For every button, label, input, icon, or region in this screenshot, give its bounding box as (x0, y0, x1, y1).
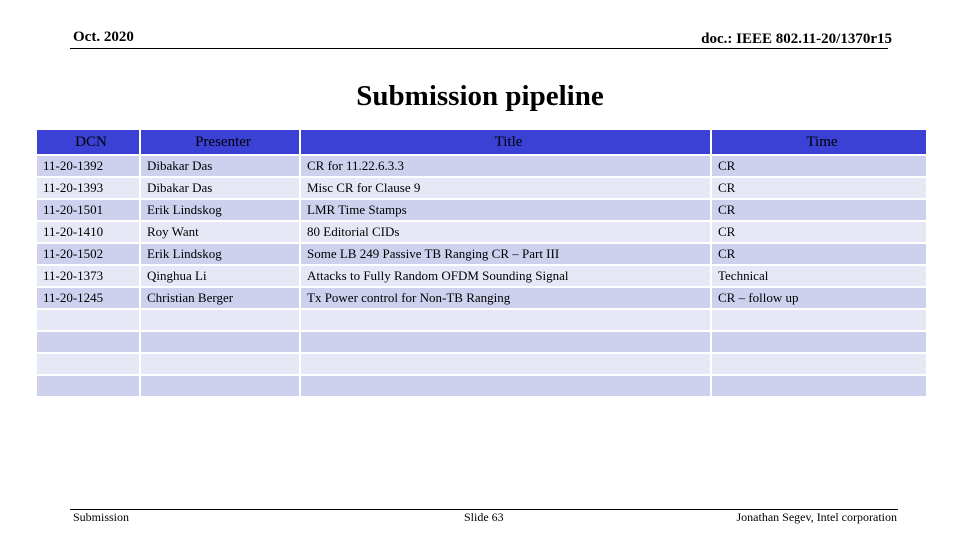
column-header-presenter: Presenter (140, 129, 300, 155)
cell-dcn: 11-20-1245 (36, 287, 140, 309)
cell-presenter (140, 331, 300, 353)
cell-dcn: 11-20-1501 (36, 199, 140, 221)
footer-author: Jonathan Segev, Intel corporation (736, 510, 897, 524)
cell-title (300, 309, 711, 331)
cell-presenter: Christian Berger (140, 287, 300, 309)
cell-time: Technical (711, 265, 927, 287)
cell-title (300, 353, 711, 375)
cell-dcn (36, 309, 140, 331)
cell-presenter: Qinghua Li (140, 265, 300, 287)
table-row (36, 221, 927, 243)
table-header-row (36, 129, 927, 155)
cell-title: Attacks to Fully Random OFDM Sounding Signal (300, 265, 711, 287)
cell-time (711, 353, 927, 375)
cell-time: CR (711, 221, 927, 243)
footer-slide-number: Slide 63 (464, 510, 504, 524)
header-date: Oct. 2020 (73, 29, 134, 45)
cell-time (711, 309, 927, 331)
cell-presenter: Erik Lindskog (140, 199, 300, 221)
cell-presenter: Erik Lindskog (140, 243, 300, 265)
cell-presenter (140, 309, 300, 331)
cell-title: CR for 11.22.6.3.3 (300, 155, 711, 177)
cell-dcn: 11-20-1392 (36, 155, 140, 177)
cell-presenter: Dibakar Das (140, 177, 300, 199)
cell-title: Some LB 249 Passive TB Ranging CR – Part III (300, 243, 711, 265)
column-header-dcn: DCN (36, 129, 140, 155)
header-doc-id: doc.: IEEE 802.11-20/1370r15 (701, 31, 892, 47)
cell-presenter (140, 375, 300, 397)
cell-presenter: Roy Want (140, 221, 300, 243)
cell-title: Tx Power control for Non-TB Ranging (300, 287, 711, 309)
table-row-empty (36, 353, 927, 375)
cell-title: LMR Time Stamps (300, 199, 711, 221)
cell-time: CR (711, 155, 927, 177)
cell-dcn: 11-20-1393 (36, 177, 140, 199)
slide-title: Submission pipeline (356, 80, 604, 112)
footer-submission: Submission (73, 510, 130, 524)
table-row-empty (36, 375, 927, 397)
cell-presenter: Dibakar Das (140, 155, 300, 177)
table-row (36, 265, 927, 287)
submission-table (35, 128, 928, 398)
cell-dcn: 11-20-1502 (36, 243, 140, 265)
cell-dcn (36, 353, 140, 375)
table-row (36, 199, 927, 221)
cell-time: CR (711, 177, 927, 199)
cell-title: Misc CR for Clause 9 (300, 177, 711, 199)
cell-time: CR – follow up (711, 287, 927, 309)
cell-dcn (36, 331, 140, 353)
cell-time (711, 331, 927, 353)
table-row-empty (36, 331, 927, 353)
table-row (36, 287, 927, 309)
table-row-empty (36, 309, 927, 331)
cell-title: 80 Editorial CIDs (300, 221, 711, 243)
table-row (36, 155, 927, 177)
cell-dcn (36, 375, 140, 397)
cell-time: CR (711, 199, 927, 221)
cell-time: CR (711, 243, 927, 265)
column-header-time: Time (711, 129, 927, 155)
cell-title (300, 375, 711, 397)
cell-time (711, 375, 927, 397)
cell-dcn: 11-20-1373 (36, 265, 140, 287)
cell-dcn: 11-20-1410 (36, 221, 140, 243)
table-row (36, 243, 927, 265)
column-header-title: Title (300, 129, 711, 155)
cell-title (300, 331, 711, 353)
cell-presenter (140, 353, 300, 375)
header-divider (70, 48, 888, 49)
table-row (36, 177, 927, 199)
